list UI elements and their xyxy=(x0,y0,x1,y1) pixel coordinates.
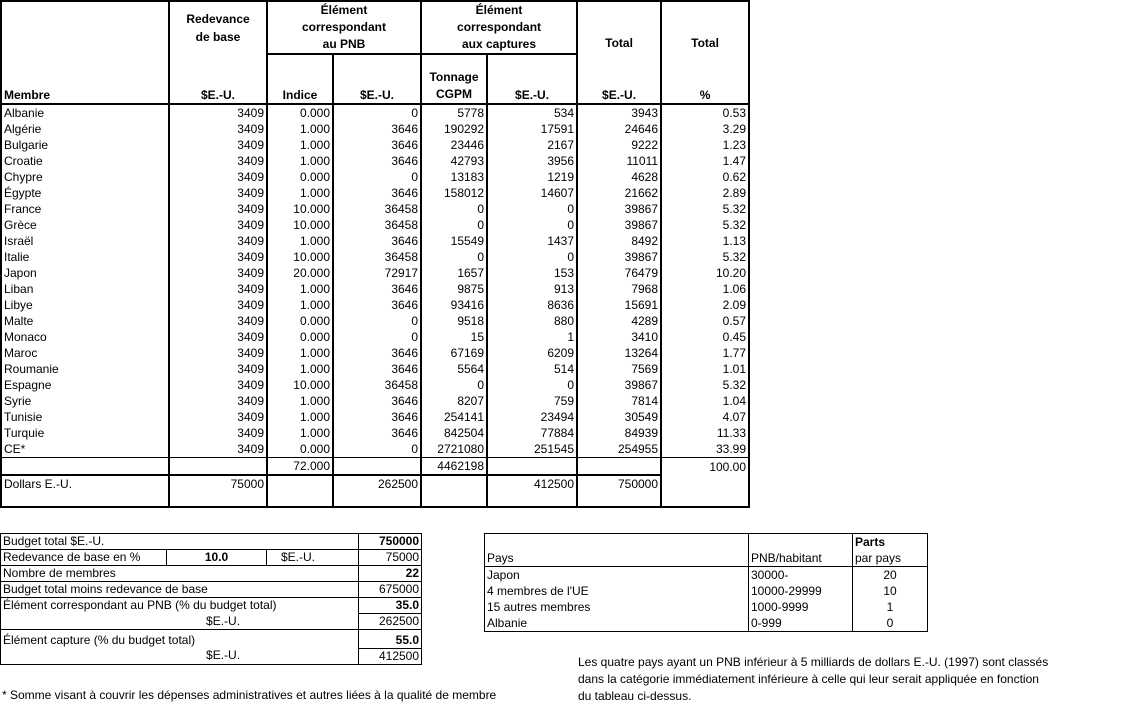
cell-tot: 3943 xyxy=(577,104,661,121)
catch-pct-label: Élément capture (% du budget total) xyxy=(1,630,359,649)
header-index: Indice xyxy=(267,54,333,104)
cell-pct: 0.62 xyxy=(661,169,749,185)
cell-pct: 11.33 xyxy=(661,425,749,441)
catch-usd-value: 412500 xyxy=(359,648,422,664)
cell-base: 3409 xyxy=(169,233,267,249)
budget-total-label: Budget total $E.-U. xyxy=(1,534,359,550)
cell-tot: 7814 xyxy=(577,393,661,409)
cell-idx: 0.000 xyxy=(267,169,333,185)
note xyxy=(578,654,1048,705)
cell-ton: 9518 xyxy=(421,313,487,329)
cell-tot: 15691 xyxy=(577,297,661,313)
cell-catch: 534 xyxy=(487,104,577,121)
cell-ton: 842504 xyxy=(421,425,487,441)
cell-pct: 10.20 xyxy=(661,265,749,281)
cell-gnp: 0 xyxy=(333,329,421,345)
cell-pct: 5.32 xyxy=(661,377,749,393)
cell-base: 3409 xyxy=(169,104,267,121)
cell-pct: 5.32 xyxy=(661,249,749,265)
cell-gnp: 0 xyxy=(333,441,421,458)
cell-base: 3409 xyxy=(169,201,267,217)
note-line: du tableau ci-dessus. xyxy=(578,689,692,703)
cell-base: 3409 xyxy=(169,137,267,153)
cell-tot: 9222 xyxy=(577,137,661,153)
cell-idx: 1.000 xyxy=(267,409,333,425)
list-item xyxy=(485,615,928,632)
share-parts: 0 xyxy=(853,615,928,632)
cell-ton: 93416 xyxy=(421,297,487,313)
cell-catch: 514 xyxy=(487,361,577,377)
minus-base-label: Budget total moins redevance de base xyxy=(1,582,359,598)
cell-base: 3409 xyxy=(169,153,267,169)
cell-ton: 5564 xyxy=(421,361,487,377)
note-line: Les quatre pays ayant un PNB inférieur à 5 milliards de dollars E.-U. (1997) sont classés xyxy=(578,655,1049,669)
header-parts: Parts xyxy=(853,534,928,551)
share-pnb: 10000-29999 xyxy=(749,583,853,599)
base-usd-value: 75000 xyxy=(359,550,422,566)
cell-ton: 254141 xyxy=(421,409,487,425)
cell-m: Bulgarie xyxy=(1,137,169,153)
dollars-catch: 412500 xyxy=(487,475,577,507)
cell-m: Grèce xyxy=(1,217,169,233)
cell-catch: 0 xyxy=(487,249,577,265)
base-pct-value: 10.0 xyxy=(167,550,267,566)
cell-ton: 8207 xyxy=(421,393,487,409)
table-row xyxy=(1,249,749,265)
cell-idx: 10.000 xyxy=(267,377,333,393)
cell-base: 3409 xyxy=(169,169,267,185)
cell-catch: 14607 xyxy=(487,185,577,201)
table-row xyxy=(1,265,749,281)
totals-index: 72.000 xyxy=(267,458,333,476)
cell-tot: 8492 xyxy=(577,233,661,249)
cell-catch: 23494 xyxy=(487,409,577,425)
cell-pct: 1.47 xyxy=(661,153,749,169)
cell-m: Turquie xyxy=(1,425,169,441)
cell-idx: 0.000 xyxy=(267,104,333,121)
totals-row-label xyxy=(1,458,169,476)
gnp-usd-label: $E.-U. xyxy=(1,614,359,630)
share-parts: 10 xyxy=(853,583,928,599)
note-line: dans la catégorie immédiatement inférieure à celle qui leur serait appliquée en fonction xyxy=(578,672,1039,686)
cell-base: 3409 xyxy=(169,121,267,137)
cell-gnp: 3646 xyxy=(333,121,421,137)
cell-gnp: 3646 xyxy=(333,137,421,153)
cell-gnp: 36458 xyxy=(333,201,421,217)
cell-pct: 1.77 xyxy=(661,345,749,361)
cell-gnp: 3646 xyxy=(333,281,421,297)
cell-ton: 0 xyxy=(421,217,487,233)
cell-gnp: 0 xyxy=(333,104,421,121)
cell-catch: 1 xyxy=(487,329,577,345)
cell-m: Roumanie xyxy=(1,361,169,377)
cell-tot: 76479 xyxy=(577,265,661,281)
totals-pct: 100.00 xyxy=(661,458,749,476)
cell-gnp: 3646 xyxy=(333,153,421,169)
cell-ton: 13183 xyxy=(421,169,487,185)
cell-ton: 0 xyxy=(421,201,487,217)
cell-m: Tunisie xyxy=(1,409,169,425)
cell-catch: 3956 xyxy=(487,153,577,169)
table-row xyxy=(1,217,749,233)
gnp-pct-label: Élément correspondant au PNB (% du budget total) xyxy=(1,598,359,614)
cell-m: Algérie xyxy=(1,121,169,137)
members-label: Nombre de membres xyxy=(1,566,359,582)
cell-m: Chypre xyxy=(1,169,169,185)
cell-catch: 759 xyxy=(487,393,577,409)
cell-gnp: 3646 xyxy=(333,233,421,249)
contribution-table xyxy=(0,0,750,508)
share-pays: 15 autres membres xyxy=(485,599,749,615)
cell-tot: 39867 xyxy=(577,201,661,217)
base-usd-label: $E.-U. xyxy=(267,550,359,566)
cell-idx: 1.000 xyxy=(267,361,333,377)
cell-idx: 10.000 xyxy=(267,249,333,265)
cell-tot: 39867 xyxy=(577,377,661,393)
share-parts: 1 xyxy=(853,599,928,615)
cell-m: France xyxy=(1,201,169,217)
cell-pct: 1.04 xyxy=(661,393,749,409)
cell-m: CE* xyxy=(1,441,169,458)
cell-ton: 15 xyxy=(421,329,487,345)
cell-gnp: 36458 xyxy=(333,377,421,393)
header-pct: % xyxy=(661,54,749,104)
cell-pct: 0.45 xyxy=(661,329,749,345)
header-pays: Pays xyxy=(485,550,749,567)
cell-idx: 1.000 xyxy=(267,393,333,409)
cell-base: 3409 xyxy=(169,329,267,345)
table-row xyxy=(1,169,749,185)
cell-gnp: 36458 xyxy=(333,217,421,233)
cell-m: Malte xyxy=(1,313,169,329)
cell-tot: 39867 xyxy=(577,217,661,233)
cell-m: Liban xyxy=(1,281,169,297)
cell-idx: 1.000 xyxy=(267,425,333,441)
cell-idx: 1.000 xyxy=(267,137,333,153)
cell-m: Italie xyxy=(1,249,169,265)
cell-gnp: 3646 xyxy=(333,345,421,361)
header-tonnage: Tonnage CGPM xyxy=(421,54,487,104)
cell-idx: 1.000 xyxy=(267,153,333,169)
catch-usd-label: $E.-U. xyxy=(1,648,359,664)
catch-pct-value: 55.0 xyxy=(359,630,422,649)
cell-m: Syrie xyxy=(1,393,169,409)
table-row xyxy=(1,361,749,377)
gnp-pct-value: 35.0 xyxy=(359,598,422,614)
cell-base: 3409 xyxy=(169,409,267,425)
cell-m: Monaco xyxy=(1,329,169,345)
table-row xyxy=(1,137,749,153)
cell-tot: 4628 xyxy=(577,169,661,185)
cell-catch: 8636 xyxy=(487,297,577,313)
cell-base: 3409 xyxy=(169,265,267,281)
cell-tot: 21662 xyxy=(577,185,661,201)
cell-pct: 33.99 xyxy=(661,441,749,458)
cell-m: Espagne xyxy=(1,377,169,393)
cell-pct: 3.29 xyxy=(661,121,749,137)
cell-pct: 1.13 xyxy=(661,233,749,249)
cell-ton: 190292 xyxy=(421,121,487,137)
share-pnb: 30000- xyxy=(749,567,853,584)
cell-pct: 1.23 xyxy=(661,137,749,153)
cell-base: 3409 xyxy=(169,345,267,361)
cell-ton: 9875 xyxy=(421,281,487,297)
list-item xyxy=(485,567,928,584)
cell-gnp: 3646 xyxy=(333,361,421,377)
cell-catch: 880 xyxy=(487,313,577,329)
table-row xyxy=(1,104,749,121)
cell-ton: 5778 xyxy=(421,104,487,121)
footnote: * Somme visant à couvrir les dépenses administratives et autres liées à la qualité de membre xyxy=(2,688,497,702)
cell-gnp: 36458 xyxy=(333,249,421,265)
cell-gnp: 0 xyxy=(333,169,421,185)
cell-catch: 1219 xyxy=(487,169,577,185)
header-gnp-element: Élément correspondant au PNB xyxy=(267,1,421,54)
cell-tot: 7968 xyxy=(577,281,661,297)
table-row xyxy=(1,409,749,425)
cell-idx: 0.000 xyxy=(267,313,333,329)
cell-base: 3409 xyxy=(169,249,267,265)
cell-ton: 0 xyxy=(421,249,487,265)
cell-pct: 0.53 xyxy=(661,104,749,121)
header-total-pct: Total xyxy=(661,1,749,54)
header-total: Total xyxy=(577,1,661,54)
cell-ton: 2721080 xyxy=(421,441,487,458)
cell-idx: 10.000 xyxy=(267,201,333,217)
cell-idx: 0.000 xyxy=(267,441,333,458)
base-pct-label: Redevance de base en % xyxy=(1,550,167,566)
table-row xyxy=(1,121,749,137)
cell-m: Libye xyxy=(1,297,169,313)
cell-pct: 5.32 xyxy=(661,217,749,233)
cell-base: 3409 xyxy=(169,217,267,233)
table-row xyxy=(1,185,749,201)
cell-catch: 0 xyxy=(487,201,577,217)
table-row xyxy=(1,281,749,297)
cell-m: Égypte xyxy=(1,185,169,201)
cell-pct: 2.09 xyxy=(661,297,749,313)
cell-gnp: 3646 xyxy=(333,425,421,441)
share-pnb: 1000-9999 xyxy=(749,599,853,615)
cell-tot: 7569 xyxy=(577,361,661,377)
cell-catch: 0 xyxy=(487,377,577,393)
cell-ton: 0 xyxy=(421,377,487,393)
cell-tot: 39867 xyxy=(577,249,661,265)
share-parts: 20 xyxy=(853,567,928,584)
table-row xyxy=(1,153,749,169)
cell-catch: 77884 xyxy=(487,425,577,441)
header-base-fee: Redevance de base xyxy=(169,1,267,54)
cell-pct: 2.89 xyxy=(661,185,749,201)
cell-gnp: 0 xyxy=(333,313,421,329)
header-catch-usd: $E.-U. xyxy=(487,54,577,104)
cell-tot: 30549 xyxy=(577,409,661,425)
members-value: 22 xyxy=(359,566,422,582)
header-catch-element: Élément correspondant aux captures xyxy=(421,1,577,54)
list-item xyxy=(485,583,928,599)
dollars-gnp: 262500 xyxy=(333,475,421,507)
share-pays: Albanie xyxy=(485,615,749,632)
cell-pct: 1.06 xyxy=(661,281,749,297)
cell-ton: 1657 xyxy=(421,265,487,281)
cell-base: 3409 xyxy=(169,297,267,313)
header-pnb: PNB/habitant xyxy=(749,550,853,567)
cell-ton: 67169 xyxy=(421,345,487,361)
cell-idx: 1.000 xyxy=(267,297,333,313)
header-parts-sub: par pays xyxy=(853,550,928,567)
cell-catch: 913 xyxy=(487,281,577,297)
totals-tonnage: 4462198 xyxy=(421,458,487,476)
cell-catch: 251545 xyxy=(487,441,577,458)
cell-base: 3409 xyxy=(169,313,267,329)
cell-idx: 1.000 xyxy=(267,121,333,137)
cell-idx: 20.000 xyxy=(267,265,333,281)
dollars-label: Dollars E.-U. xyxy=(1,475,169,507)
share-pays: Japon xyxy=(485,567,749,584)
cell-base: 3409 xyxy=(169,425,267,441)
cell-tot: 4289 xyxy=(577,313,661,329)
cell-pct: 5.32 xyxy=(661,201,749,217)
cell-catch: 17591 xyxy=(487,121,577,137)
cell-ton: 42793 xyxy=(421,153,487,169)
share-pays: 4 membres de l'UE xyxy=(485,583,749,599)
cell-pct: 1.01 xyxy=(661,361,749,377)
cell-catch: 0 xyxy=(487,217,577,233)
table-row xyxy=(1,233,749,249)
cell-tot: 254955 xyxy=(577,441,661,458)
cell-idx: 1.000 xyxy=(267,345,333,361)
share-pnb: 0-999 xyxy=(749,615,853,632)
cell-idx: 10.000 xyxy=(267,217,333,233)
cell-idx: 0.000 xyxy=(267,329,333,345)
table-row xyxy=(1,441,749,458)
list-item xyxy=(485,599,928,615)
cell-tot: 24646 xyxy=(577,121,661,137)
cell-pct: 0.57 xyxy=(661,313,749,329)
header-gnp-usd: $E.-U. xyxy=(333,54,421,104)
cell-base: 3409 xyxy=(169,377,267,393)
table-row xyxy=(1,393,749,409)
gnp-usd-value: 262500 xyxy=(359,614,422,630)
table-row xyxy=(1,297,749,313)
cell-idx: 1.000 xyxy=(267,233,333,249)
dollars-base: 75000 xyxy=(169,475,267,507)
cell-gnp: 3646 xyxy=(333,393,421,409)
cell-pct: 4.07 xyxy=(661,409,749,425)
cell-gnp: 72917 xyxy=(333,265,421,281)
cell-idx: 1.000 xyxy=(267,281,333,297)
minus-base-value: 675000 xyxy=(359,582,422,598)
cell-m: Israël xyxy=(1,233,169,249)
cell-catch: 1437 xyxy=(487,233,577,249)
table-row xyxy=(1,313,749,329)
shares-table xyxy=(484,533,928,632)
cell-ton: 15549 xyxy=(421,233,487,249)
table-row xyxy=(1,345,749,361)
cell-catch: 153 xyxy=(487,265,577,281)
dollars-total: 750000 xyxy=(577,475,661,507)
cell-gnp: 3646 xyxy=(333,297,421,313)
cell-m: Croatie xyxy=(1,153,169,169)
cell-ton: 158012 xyxy=(421,185,487,201)
budget-total-value: 750000 xyxy=(359,534,422,550)
table-row xyxy=(1,425,749,441)
cell-base: 3409 xyxy=(169,361,267,377)
header-member-top xyxy=(1,1,169,54)
cell-tot: 11011 xyxy=(577,153,661,169)
cell-gnp: 3646 xyxy=(333,409,421,425)
cell-tot: 84939 xyxy=(577,425,661,441)
header-member: Membre xyxy=(1,54,169,104)
cell-catch: 6209 xyxy=(487,345,577,361)
cell-base: 3409 xyxy=(169,393,267,409)
cell-base: 3409 xyxy=(169,441,267,458)
header-base-usd: $E.-U. xyxy=(169,54,267,104)
cell-m: Albanie xyxy=(1,104,169,121)
cell-gnp: 3646 xyxy=(333,185,421,201)
header-total-usd: $E.-U. xyxy=(577,54,661,104)
cell-catch: 2167 xyxy=(487,137,577,153)
cell-m: Japon xyxy=(1,265,169,281)
table-row xyxy=(1,329,749,345)
budget-table xyxy=(0,533,422,665)
table-row xyxy=(1,377,749,393)
cell-ton: 23446 xyxy=(421,137,487,153)
cell-idx: 1.000 xyxy=(267,185,333,201)
cell-tot: 3410 xyxy=(577,329,661,345)
cell-base: 3409 xyxy=(169,281,267,297)
cell-m: Maroc xyxy=(1,345,169,361)
cell-base: 3409 xyxy=(169,185,267,201)
cell-tot: 13264 xyxy=(577,345,661,361)
table-row xyxy=(1,201,749,217)
